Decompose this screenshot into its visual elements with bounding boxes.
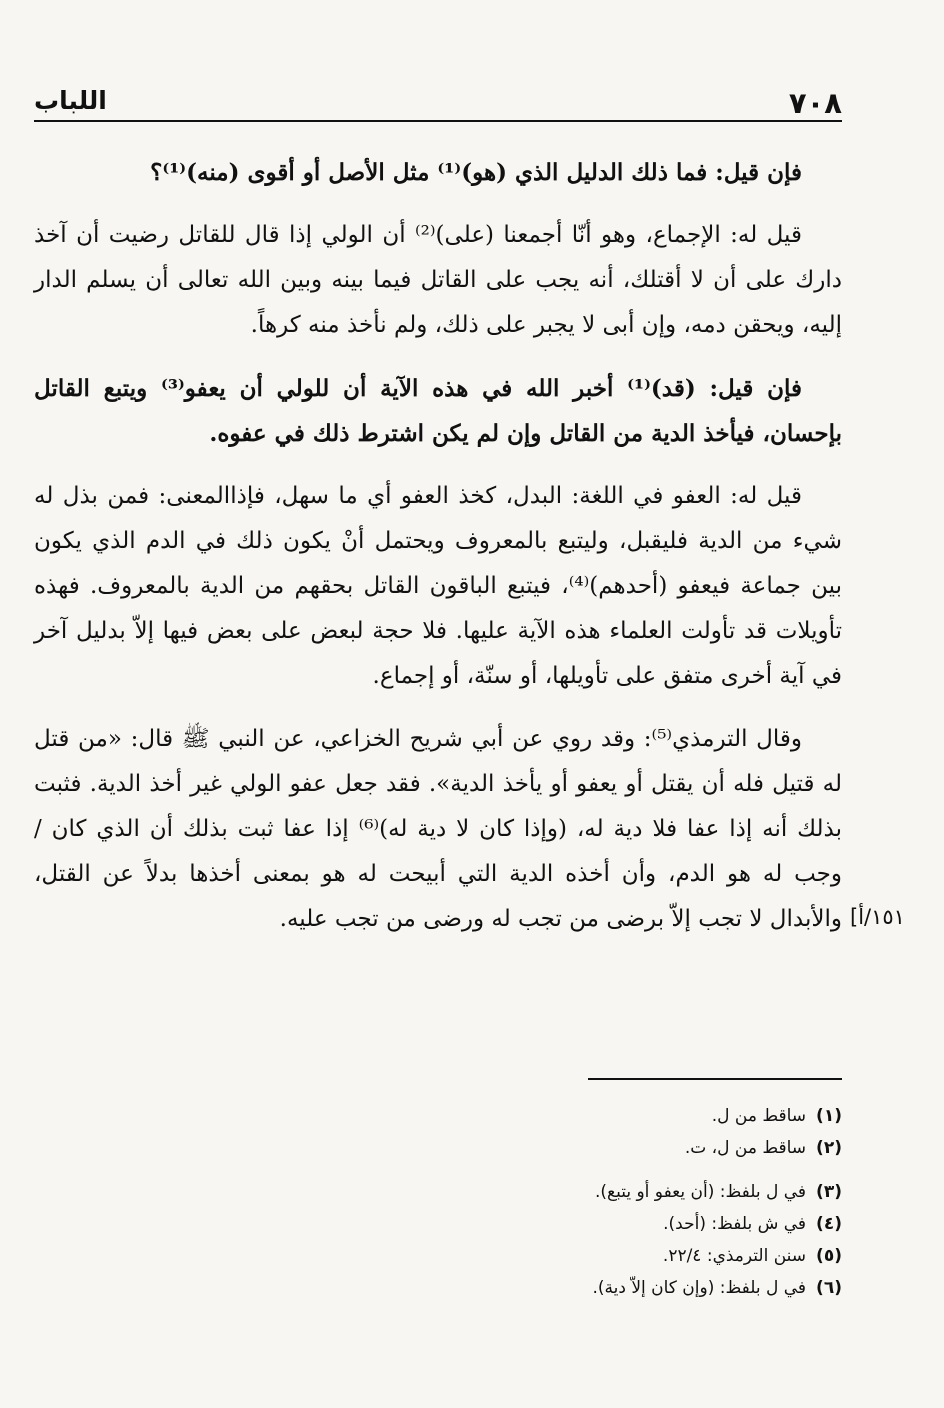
- main-text: [34, 150, 842, 960]
- footnote-item: [422, 1272, 842, 1304]
- footnote-item: [422, 1208, 842, 1240]
- footnote-number: (١): [816, 1106, 842, 1126]
- footnote-item: [422, 1176, 842, 1208]
- footnote-text: في ش بلفظ: (أحد).: [663, 1214, 807, 1234]
- paragraph-answer-1: قيل له: الإجماع، وهو أنّا أجمعنا (على)⁽²⁾ أن الولي إذا قال للقاتل رضيت أن آخذ دارك على أن لا أقتلك، أنه يجب على القاتل فيما بينه وبين الله تعالى أن يسلم الدار إليه، ويحقن دمه، وإن أبى لا يجبر على ذلك، ولم نأخذ منه كرهاً.: [34, 222, 842, 338]
- footnote-text: في ل بلفظ: (أن يعفو أو يتبع).: [594, 1182, 807, 1202]
- footnote-number: (٥): [816, 1246, 842, 1266]
- page-number: ٧٠٨: [788, 86, 842, 120]
- footnote-item: [422, 1100, 842, 1132]
- footnote-gap: [422, 1164, 842, 1176]
- paragraph-tirmidhi: وقال الترمذي⁽⁵⁾: وقد روي عن أبي شريح الخزاعي، عن النبي ﷺ قال: «من قتل له قتيل فله أن يقتل أو يعفو أو يأخذ الدية». فقد جعل عفو الولي غير أخذ الدية. فثبت بذلك أنه إذا عفا فلا دية له، (وإذا كان لا دية له)⁽⁶⁾ إذا عفا ثبت بذلك أن الذي كان / وجب له هو الدم، وأن أخذه الدية التي أبيحت له هو بمعنى أخذها بدلاً عن القتل، والأبدال لا تجب إلاّ برضى من تجب له ورضى من تجب عليه.: [34, 726, 842, 932]
- paragraph-answer-2: قيل له: العفو في اللغة: البدل، كخذ العفو أي ما سهل، فإذاالمعنى: فمن بذل له شيء من الدية فليقبل، وليتبع بالمعروف ويحتمل أنْ يكون ذلك في الدم الذي يكون بين جماعة فيعفو (أحدهم)⁽⁴⁾، فيتبع الباقون القاتل بحقهم من الدية بالمعروف. فهذه تأويلات قد تأولت العلماء هذه الآية عليها. فلا حجة لبعض على بعض فيها إلاّ بدليل آخر في آية أخرى متفق على تأويلها، أو سنّة، أو إجماع.: [34, 483, 842, 689]
- footnote-text: في ل بلفظ: (وإن كان إلاّ دية).: [592, 1278, 807, 1298]
- footnote-item: [422, 1132, 842, 1164]
- paragraph-question-2: فإن قيل: (قد)⁽¹⁾ أخبر الله في هذه الآية أن للولي أن يعفو⁽³⁾ ويتبع القاتل بإحسان، فيأخذ الدية من القاتل وإن لم يكن اشترط ذلك في عفوه.: [34, 375, 842, 447]
- footnote-number: (٢): [816, 1138, 842, 1158]
- footnote-number: (٦): [816, 1278, 842, 1298]
- footnote-text: ساقط من ل، ت.: [684, 1138, 807, 1158]
- paragraph-question-1: فإن قيل: فما ذلك الدليل الذي (هو)⁽¹⁾ مثل الأصل أو أقوى (منه)⁽¹⁾؟: [150, 159, 802, 186]
- footnote-text: ساقط من ل.: [711, 1106, 807, 1126]
- footnote-number: (٤): [816, 1214, 842, 1234]
- manuscript-folio-note: ١٥١/أ]: [850, 905, 905, 929]
- footnote-number: (٣): [816, 1182, 842, 1202]
- footnote-text: سنن الترمذي: ٢٢/٤.: [662, 1246, 807, 1266]
- running-title: اللباب: [34, 86, 107, 115]
- page-header: [34, 84, 842, 122]
- footnote-divider: [588, 1078, 842, 1080]
- footnotes: [422, 1100, 842, 1304]
- footnote-item: [422, 1240, 842, 1272]
